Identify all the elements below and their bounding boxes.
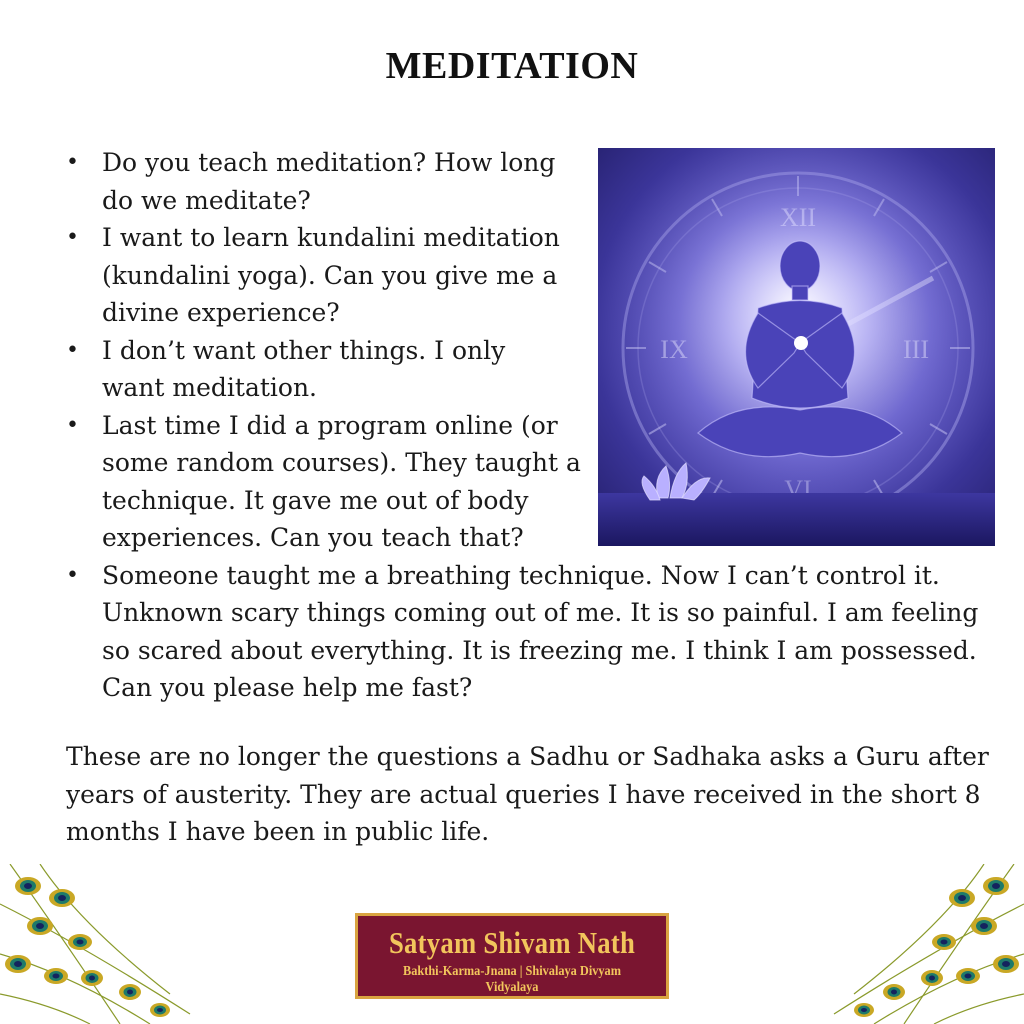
question-text: Do you teach meditation? How long do we meditate? [102, 148, 556, 215]
bullet-icon: • [66, 225, 79, 250]
brand-logo [355, 913, 669, 999]
question-text: I want to learn kundalini meditation (kundalini yoga). Can you give me a divine experience? [102, 223, 560, 327]
page-title: MEDITATION [385, 45, 639, 87]
question-text: I don’t want other things. I only want meditation. [102, 335, 506, 402]
bullet-icon: • [66, 337, 79, 363]
logo-tagline: Bakthi-Karma-Jnana | Shivalaya Divyam Vidyalaya [402, 964, 621, 995]
logo-brand-name: Satyam Shivam Nath [388, 925, 636, 960]
bullet-icon: • [66, 412, 79, 438]
bullet-icon: • [66, 150, 79, 175]
list-item [62, 219, 602, 332]
list-item [62, 407, 602, 557]
meditation-image [598, 148, 995, 546]
list-item [62, 557, 982, 707]
peacock-feather-icon [824, 864, 1024, 1024]
list-item [62, 332, 572, 407]
question-text: Someone taught me a breathing technique. Now I can’t control it. Unknown scary things coming out of me. It is so painful. I am feeling so scared about everything. It is freezing me. I think I am possessed. Can you please help me fast? [102, 560, 979, 702]
list-item [62, 144, 592, 219]
closing-paragraph: These are no longer the questions a Sadhu or Sadhaka asks a Guru after years of austerity. They are actual queries I have received in the short 8 months I have been in public life. [66, 742, 989, 846]
bullet-icon: • [66, 562, 79, 588]
question-text: Last time I did a program online (or some random courses). They taught a technique. It gave me out of body experiences. Can you teach that? [102, 410, 581, 552]
peacock-feather-icon [0, 864, 200, 1024]
meditating-figure-clock-icon [598, 148, 995, 546]
